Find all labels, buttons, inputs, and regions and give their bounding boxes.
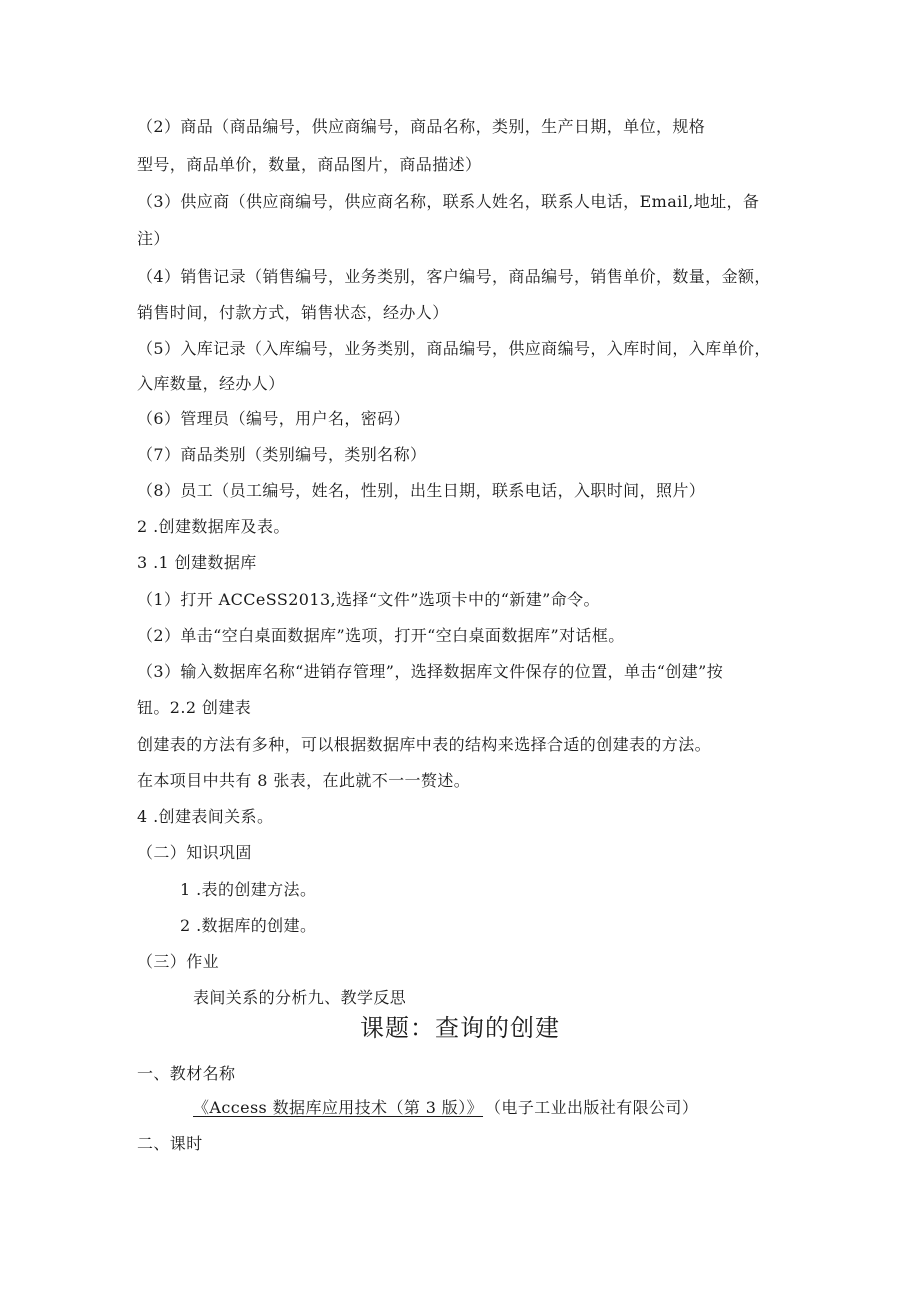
section-heading: （二）知识巩固 — [137, 843, 252, 862]
step-line: （2）单击“空白桌面数据库”选项，打开“空白桌面数据库”对话框。 — [137, 626, 625, 645]
paragraph-line: （4）销售记录（销售编号，业务类别，客户编号，商品编号，销售单价，数量，金额， — [137, 267, 771, 286]
paragraph-line: 型号，商品单价，数量，商品图片，商品描述） — [137, 155, 482, 174]
section-heading: 2 .创建数据库及表。 — [137, 517, 290, 536]
lesson-title: 课题：查询的创建 — [360, 1014, 560, 1042]
paragraph-line: 注） — [137, 229, 170, 248]
paragraph-line: 销售时间，付款方式，销售状态，经办人） — [137, 303, 449, 322]
step-line: 钮。2.2 创建表 — [137, 698, 252, 717]
paragraph-line: （6）管理员（编号，用户名，密码） — [137, 409, 410, 428]
section-heading: 二、课时 — [137, 1134, 203, 1153]
paragraph-line: 创建表的方法有多种，可以根据数据库中表的结构来选择合适的创建表的方法。 — [137, 735, 712, 754]
section-heading: 3 .1 创建数据库 — [137, 553, 257, 572]
list-item: 2 .数据库的创建。 — [180, 916, 317, 935]
step-line: （1）打开 ACCeSS2013,选择“文件”选项卡中的“新建”命令。 — [137, 590, 600, 609]
paragraph-line: 表间关系的分析九、教学反思 — [193, 988, 407, 1007]
paragraph-line: 在本项目中共有 8 张表，在此就不一一赘述。 — [137, 771, 471, 790]
step-line: （3）输入数据库名称“进销存管理”，选择数据库文件保存的位置，单击“创建”按 — [137, 662, 724, 681]
publisher-name: （电子工业出版社有限公司） — [493, 1098, 699, 1117]
section-heading: 4 .创建表间关系。 — [137, 807, 274, 826]
section-heading: （三）作业 — [137, 952, 220, 971]
paragraph-line: 入库数量，经办人） — [137, 374, 285, 393]
paragraph-line: （5）入库记录（入库编号，业务类别，商品编号，供应商编号，入库时间，入库单价， — [137, 339, 771, 358]
paragraph-line: （7）商品类别（类别编号，类别名称） — [137, 445, 427, 464]
textbook-line — [193, 1098, 698, 1118]
list-item: 1 .表的创建方法。 — [180, 880, 317, 899]
section-heading: 一、教材名称 — [137, 1064, 236, 1083]
paragraph-line: （3）供应商（供应商编号，供应商名称，联系人姓名，联系人电话，Email,地址，备 — [137, 192, 760, 211]
paragraph-line: （8）员工（员工编号，姓名，性别，出生日期，联系电话，入职时间，照片） — [137, 481, 706, 500]
textbook-title: 《Access 数据库应用技术（第 3 版）》 — [193, 1098, 484, 1117]
paragraph-line: （2）商品（商品编号，供应商编号，商品名称，类别，生产日期，单位，规格 — [137, 117, 706, 136]
